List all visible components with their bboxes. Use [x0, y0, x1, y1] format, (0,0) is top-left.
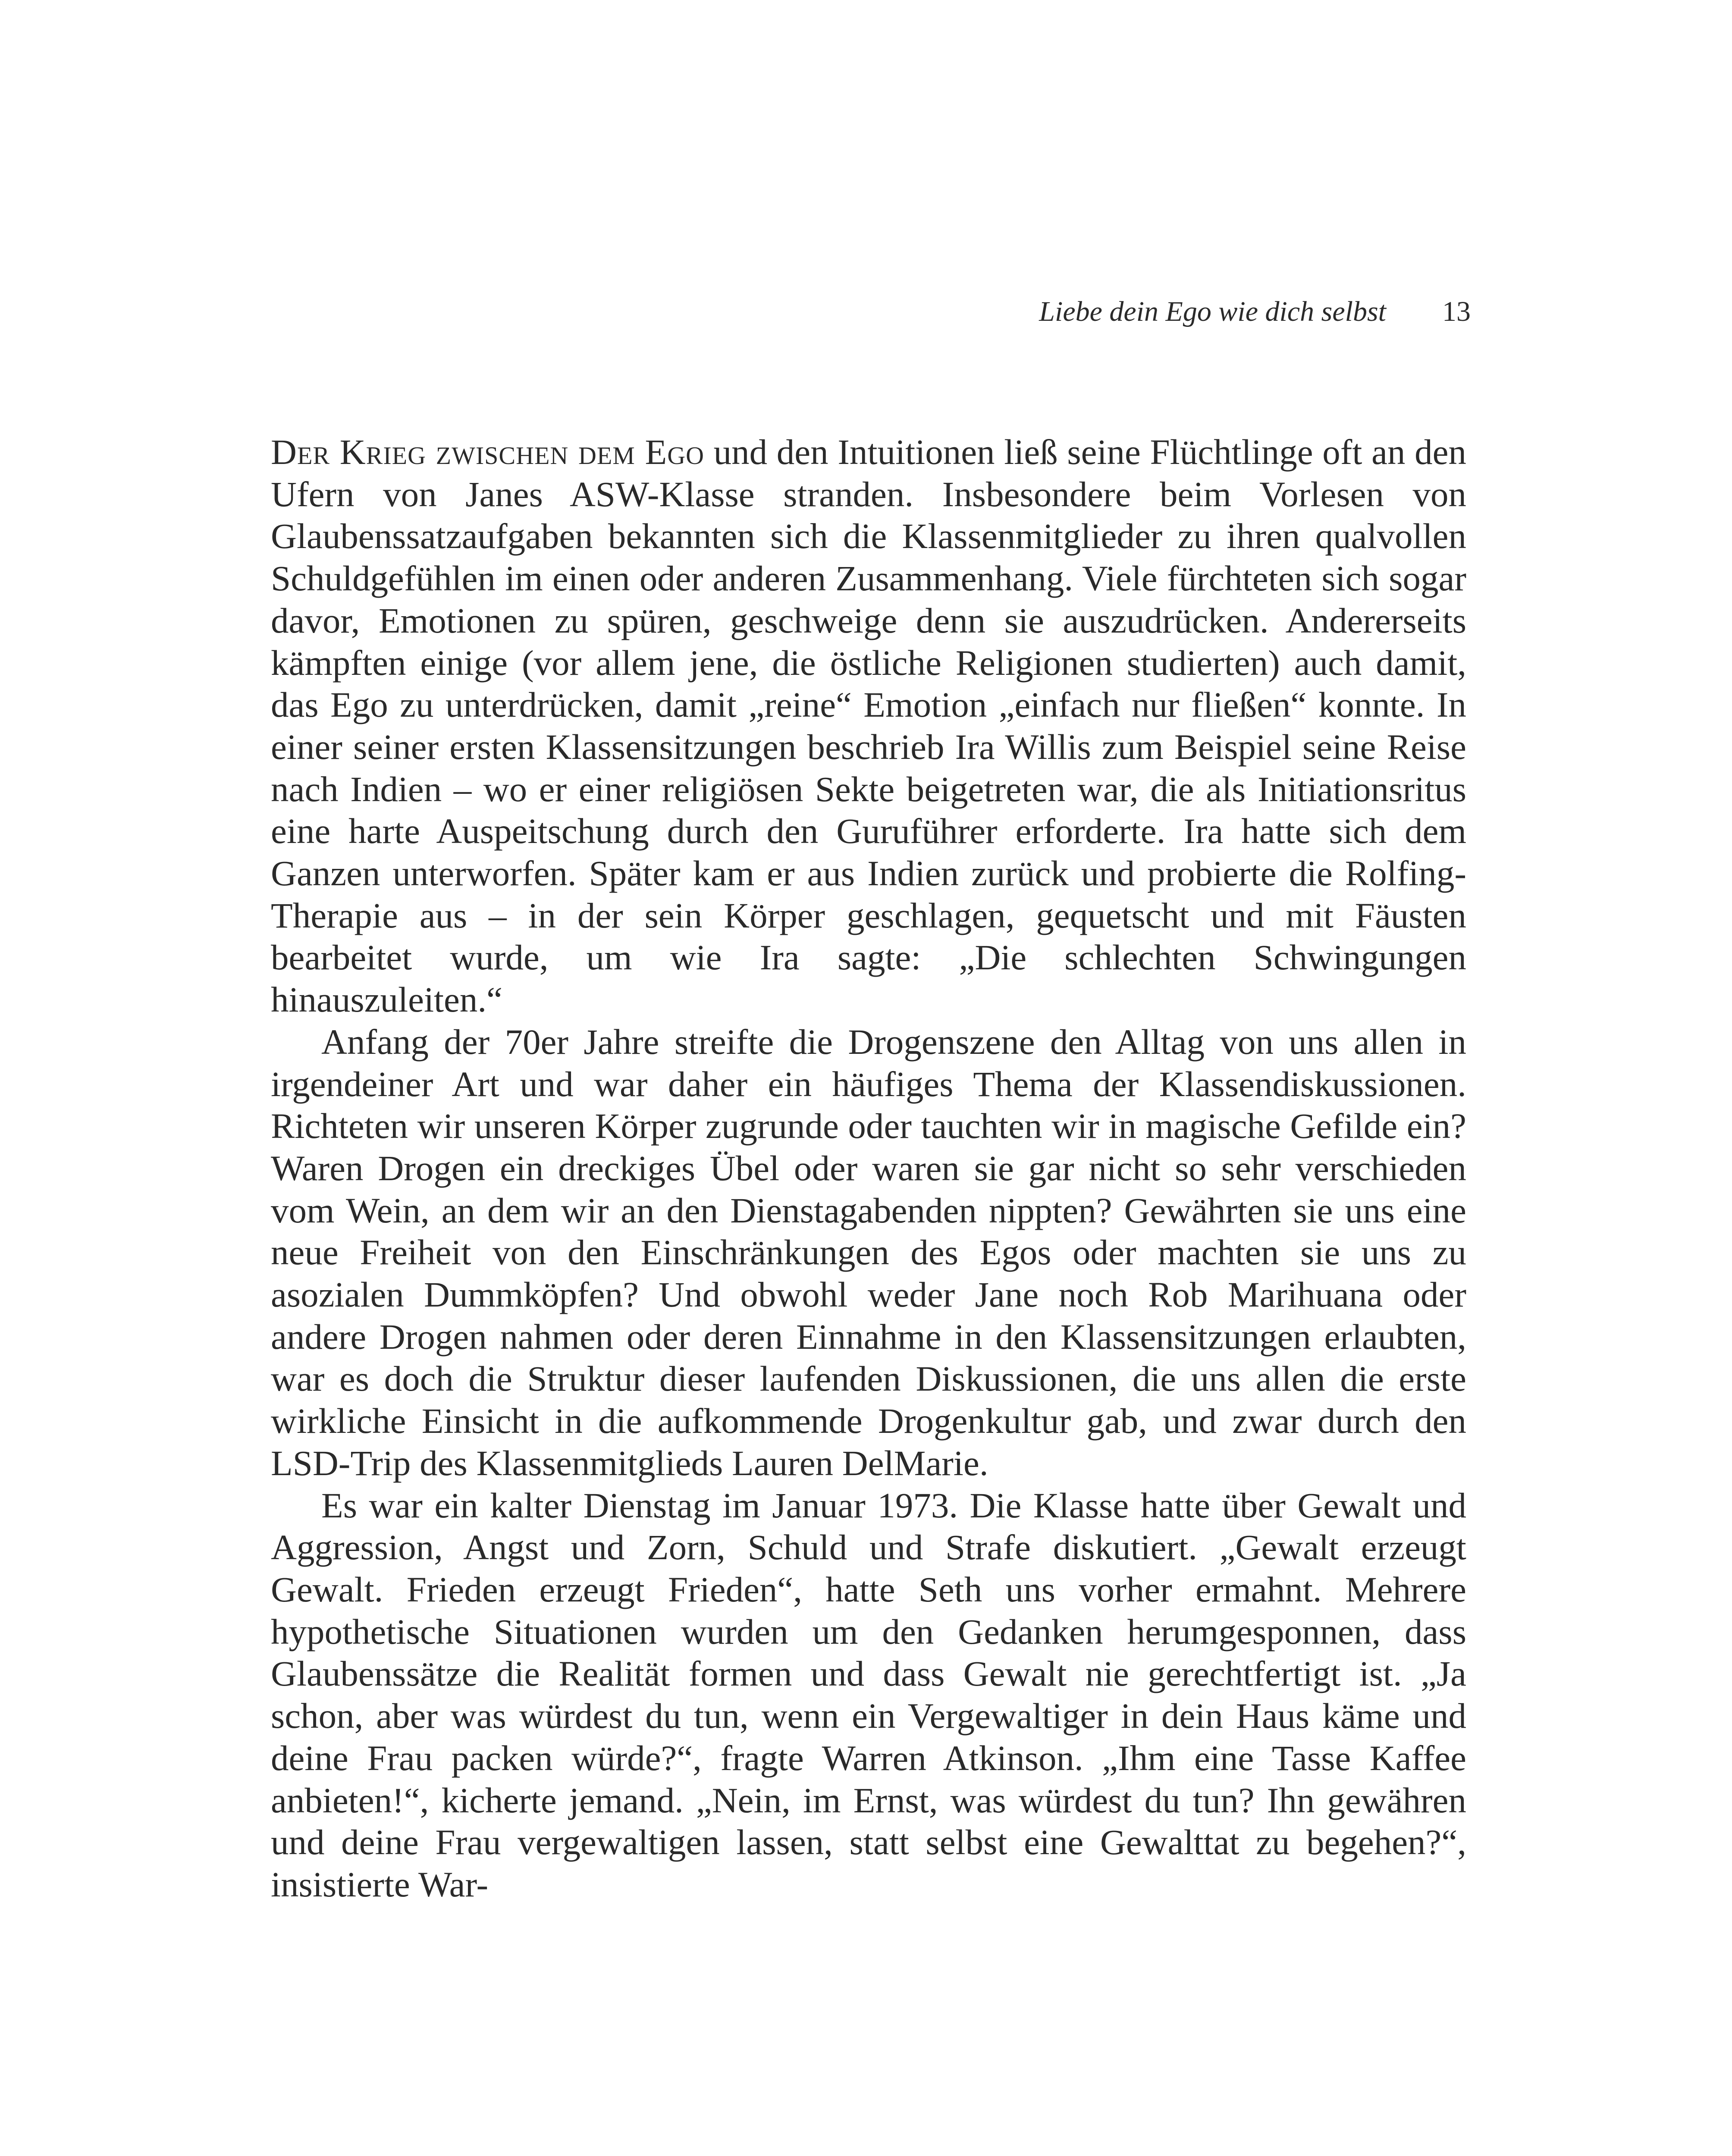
body-text — [271, 431, 1466, 1906]
running-title: Liebe dein Ego wie dich selbst — [1039, 296, 1386, 327]
paragraph-2: Anfang der 70er Jahre streifte die Drogenszene den Alltag von uns allen in irgendeiner Art und war daher ein häufiges Thema der Klassendiskussionen. Richteten wir unseren Körper zugrunde oder tauchten wir in magische Gefilde ein? Waren Drogen ein dreckiges Übel oder waren sie gar nicht so sehr verschieden vom Wein, an dem wir an den Dienstagabenden nippten? Gewährten sie uns eine neue Freiheit von den Einschränkungen des Egos oder machten sie uns zu asozialen Dummköpfen? Und obwohl weder Jane noch Rob Marihuana oder andere Drogen nahmen oder deren Einnahme in den Klassensitzungen erlaubten, war es doch die Struktur dieser laufenden Diskussionen, die uns allen die erste wirkliche Einsicht in die aufkommende Drogenkultur gab, und zwar durch den LSD-Trip des Klassenmitglieds Lauren DelMarie. — [271, 1022, 1466, 1483]
paragraph-1-text: und den Intuitionen ließ seine Flüchtlinge oft an den Ufern von Janes ASW-Klasse stranden. Insbesondere beim Vorlesen von Glaubenssatzaufgaben bekannten sich die Klassenmitglieder zu ihren qualvollen Schuldgefühlen im einen oder anderen Zusammenhang. Viele fürchteten sich sogar davor, Emotionen zu spüren, geschweige denn sie auszudrücken. Andererseits kämpften einige (vor allem jene, die östliche Religionen studierten) auch damit, das Ego zu unterdrücken, damit „reine“ Emotion „einfach nur fließen“ konnte. In einer seiner ersten Klassensitzungen beschrieb Ira Willis zum Beispiel seine Reise nach Indien – wo er einer religiösen Sekte beigetreten war, die als Initiationsritus eine harte Auspeitschung durch den Guruführer erforderte. Ira hatte sich dem Ganzen unterworfen. Später kam er aus Indien zurück und probierte die Rolfing-Therapie aus – in der sein Körper geschlagen, gequetscht und mit Fäusten bearbeitet wurde, um wie Ira sagte: „Die schlechten Schwingungen hinauszuleiten.“ — [271, 432, 1466, 1020]
page-number: 13 — [1442, 296, 1471, 327]
paragraph-1 — [271, 431, 1466, 1021]
paragraph-3: Es war ein kalter Dienstag im Januar 1973. Die Klasse hatte über Gewalt und Aggression, Angst und Zorn, Schuld und Strafe diskutiert. „Gewalt erzeugt Gewalt. Frieden erzeugt Frieden“, hatte Seth uns vorher ermahnt. Mehrere hypothetische Situationen wurden um den Gedanken herumgesponnen, dass Glaubenssätze die Realität formen und dass Gewalt nie gerechtfertigt ist. „Ja schon, aber was würdest du tun, wenn ein Vergewaltiger in dein Haus käme und deine Frau packen würde?“, fragte Warren Atkinson. „Ihm eine Tasse Kaffee anbieten!“, kicherte jemand. „Nein, im Ernst, was würdest du tun? Ihn gewähren und deine Frau vergewaltigen lassen, statt selbst eine Gewalttat zu begehen?“, insistierte War- — [271, 1485, 1466, 1904]
running-head — [267, 288, 1471, 335]
lead-in-smallcaps: Der Krieg zwischen dem Ego — [271, 432, 704, 472]
